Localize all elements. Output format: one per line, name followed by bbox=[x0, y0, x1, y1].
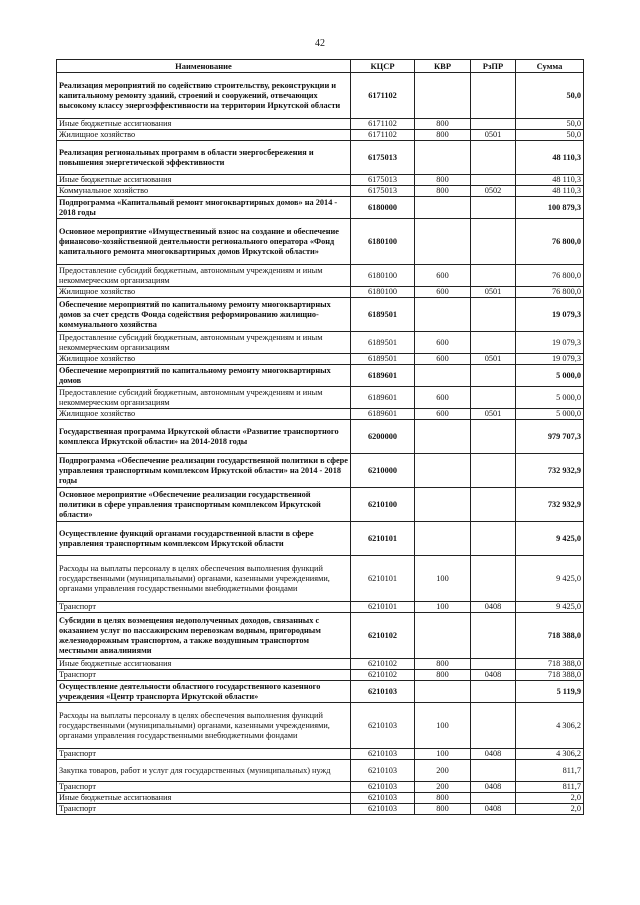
cell-rzpr bbox=[471, 760, 516, 782]
cell-kvr: 600 bbox=[415, 287, 471, 298]
table-row bbox=[57, 119, 584, 130]
cell-kcsr: 6171102 bbox=[351, 130, 415, 141]
cell-kvr: 600 bbox=[415, 409, 471, 420]
table-row bbox=[57, 556, 584, 602]
cell-kcsr: 6210102 bbox=[351, 613, 415, 659]
cell-sum: 9 425,0 bbox=[516, 556, 584, 602]
cell-kcsr: 6210103 bbox=[351, 782, 415, 793]
cell-name: Транспорт bbox=[57, 782, 351, 793]
cell-name: Транспорт bbox=[57, 602, 351, 613]
cell-rzpr: 0408 bbox=[471, 804, 516, 815]
cell-kvr bbox=[415, 365, 471, 387]
cell-rzpr bbox=[471, 556, 516, 602]
cell-name: Жилищное хозяйство bbox=[57, 130, 351, 141]
cell-name: Субсидии в целях возмещения недополученных доходов, связанных с оказанием услуг по пассажирским перевозкам водным, пригородным железнодорожным транспортом, а также воздушным транспортом местными авиалиниями bbox=[57, 613, 351, 659]
cell-name: Реализация мероприятий по содействию строительству, реконструкции и капитальному ремонту зданий, строений и сооружений, отвечающих высокому классу энергоэффективности на территории Иркутской области bbox=[57, 73, 351, 119]
cell-sum: 48 110,3 bbox=[516, 186, 584, 197]
cell-name: Транспорт bbox=[57, 804, 351, 815]
cell-kcsr: 6175013 bbox=[351, 141, 415, 175]
cell-rzpr bbox=[471, 73, 516, 119]
cell-kcsr: 6210103 bbox=[351, 793, 415, 804]
cell-kvr bbox=[415, 613, 471, 659]
cell-sum: 718 388,0 bbox=[516, 670, 584, 681]
cell-rzpr bbox=[471, 219, 516, 265]
cell-name: Обеспечение мероприятий по капитальному ремонту многоквартирных домов bbox=[57, 365, 351, 387]
cell-rzpr bbox=[471, 420, 516, 454]
cell-name: Иные бюджетные ассигнования bbox=[57, 659, 351, 670]
cell-kvr: 800 bbox=[415, 793, 471, 804]
cell-rzpr bbox=[471, 119, 516, 130]
table-row bbox=[57, 175, 584, 186]
cell-name: Жилищное хозяйство bbox=[57, 354, 351, 365]
cell-kcsr: 6180100 bbox=[351, 287, 415, 298]
cell-sum: 50,0 bbox=[516, 119, 584, 130]
cell-rzpr bbox=[471, 175, 516, 186]
cell-kcsr: 6171102 bbox=[351, 119, 415, 130]
header-kcsr: КЦСР bbox=[351, 60, 415, 73]
table-row bbox=[57, 804, 584, 815]
table-row bbox=[57, 298, 584, 332]
cell-name: Осуществление функций органами государственной власти в сфере управления транспортным комплексом Иркутской области bbox=[57, 522, 351, 556]
cell-kcsr: 6210100 bbox=[351, 488, 415, 522]
cell-rzpr bbox=[471, 613, 516, 659]
cell-kcsr: 6171102 bbox=[351, 73, 415, 119]
header-kvr: КВР bbox=[415, 60, 471, 73]
cell-kvr: 600 bbox=[415, 265, 471, 287]
cell-kvr bbox=[415, 488, 471, 522]
cell-kcsr: 6189501 bbox=[351, 332, 415, 354]
cell-name: Иные бюджетные ассигнования bbox=[57, 175, 351, 186]
table-row bbox=[57, 488, 584, 522]
cell-kcsr: 6210101 bbox=[351, 602, 415, 613]
cell-sum: 5 119,9 bbox=[516, 681, 584, 703]
cell-name: Предоставление субсидий бюджетным, автономным учреждениям и иным некоммерческим организациям bbox=[57, 265, 351, 287]
cell-sum: 76 800,0 bbox=[516, 265, 584, 287]
cell-kvr bbox=[415, 454, 471, 488]
cell-rzpr bbox=[471, 365, 516, 387]
cell-kvr bbox=[415, 73, 471, 119]
cell-kcsr: 6189501 bbox=[351, 354, 415, 365]
cell-kvr: 600 bbox=[415, 387, 471, 409]
table-row bbox=[57, 782, 584, 793]
table-row bbox=[57, 332, 584, 354]
table-row bbox=[57, 602, 584, 613]
cell-kcsr: 6210102 bbox=[351, 670, 415, 681]
table-row bbox=[57, 141, 584, 175]
cell-rzpr bbox=[471, 454, 516, 488]
cell-kcsr: 6210101 bbox=[351, 556, 415, 602]
cell-sum: 76 800,0 bbox=[516, 219, 584, 265]
table-row bbox=[57, 219, 584, 265]
cell-name: Подпрограмма «Обеспечение реализации государственной политики в сфере управления транспортным комплексом Иркутской области» на 2014 - 2018 годы bbox=[57, 454, 351, 488]
header-name: Наименование bbox=[57, 60, 351, 73]
cell-kvr bbox=[415, 219, 471, 265]
table-row bbox=[57, 197, 584, 219]
cell-name: Иные бюджетные ассигнования bbox=[57, 119, 351, 130]
cell-sum: 9 425,0 bbox=[516, 602, 584, 613]
cell-name: Обеспечение мероприятий по капитальному ремонту многоквартирных домов за счет средств Фонда содействия реформированию жилищно-коммунального хозяйства bbox=[57, 298, 351, 332]
cell-kcsr: 6189501 bbox=[351, 298, 415, 332]
cell-rzpr: 0501 bbox=[471, 354, 516, 365]
cell-sum: 48 110,3 bbox=[516, 175, 584, 186]
cell-rzpr: 0408 bbox=[471, 602, 516, 613]
cell-sum: 9 425,0 bbox=[516, 522, 584, 556]
table-row bbox=[57, 522, 584, 556]
cell-kvr: 100 bbox=[415, 703, 471, 749]
cell-kvr bbox=[415, 420, 471, 454]
cell-name: Расходы на выплаты персоналу в целях обеспечения выполнения функций государственными (муниципальными) органами, казенными учреждениями, органами управления государственными внебюджетными фондами bbox=[57, 556, 351, 602]
cell-rzpr bbox=[471, 265, 516, 287]
cell-rzpr: 0501 bbox=[471, 409, 516, 420]
cell-name: Реализация региональных программ в области энергосбережения и повышения энергетической эффективности bbox=[57, 141, 351, 175]
cell-rzpr bbox=[471, 197, 516, 219]
cell-rzpr: 0408 bbox=[471, 670, 516, 681]
table-row bbox=[57, 409, 584, 420]
cell-sum: 4 306,2 bbox=[516, 703, 584, 749]
cell-name: Подпрограмма «Капитальный ремонт многоквартирных домов» на 2014 - 2018 годы bbox=[57, 197, 351, 219]
table-row bbox=[57, 287, 584, 298]
cell-rzpr bbox=[471, 387, 516, 409]
cell-sum: 76 800,0 bbox=[516, 287, 584, 298]
table-row bbox=[57, 265, 584, 287]
budget-table bbox=[56, 59, 584, 815]
table-row bbox=[57, 354, 584, 365]
cell-kvr bbox=[415, 681, 471, 703]
table-row bbox=[57, 613, 584, 659]
cell-kcsr: 6175013 bbox=[351, 186, 415, 197]
cell-sum: 979 707,3 bbox=[516, 420, 584, 454]
cell-name: Закупка товаров, работ и услуг для государственных (муниципальных) нужд bbox=[57, 760, 351, 782]
cell-name: Жилищное хозяйство bbox=[57, 287, 351, 298]
cell-kcsr: 6210103 bbox=[351, 681, 415, 703]
cell-kvr: 200 bbox=[415, 782, 471, 793]
cell-kvr: 800 bbox=[415, 659, 471, 670]
table-row bbox=[57, 670, 584, 681]
cell-name: Жилищное хозяйство bbox=[57, 409, 351, 420]
cell-name: Иные бюджетные ассигнования bbox=[57, 793, 351, 804]
cell-kcsr: 6180000 bbox=[351, 197, 415, 219]
cell-name: Осуществление деятельности областного государственного казенного учреждения «Центр транспорта Иркутской области» bbox=[57, 681, 351, 703]
cell-kvr: 600 bbox=[415, 354, 471, 365]
table-header-row bbox=[57, 60, 584, 73]
cell-sum: 5 000,0 bbox=[516, 365, 584, 387]
cell-rzpr bbox=[471, 681, 516, 703]
cell-kcsr: 6200000 bbox=[351, 420, 415, 454]
cell-sum: 19 079,3 bbox=[516, 332, 584, 354]
cell-sum: 5 000,0 bbox=[516, 387, 584, 409]
cell-kcsr: 6180100 bbox=[351, 219, 415, 265]
cell-kcsr: 6210000 bbox=[351, 454, 415, 488]
cell-kvr: 100 bbox=[415, 602, 471, 613]
cell-kcsr: 6210103 bbox=[351, 804, 415, 815]
cell-sum: 2,0 bbox=[516, 804, 584, 815]
table-row bbox=[57, 454, 584, 488]
cell-kcsr: 6175013 bbox=[351, 175, 415, 186]
cell-sum: 19 079,3 bbox=[516, 298, 584, 332]
cell-rzpr: 0408 bbox=[471, 749, 516, 760]
table-row bbox=[57, 365, 584, 387]
cell-rzpr: 0501 bbox=[471, 287, 516, 298]
header-sum: Сумма bbox=[516, 60, 584, 73]
cell-rzpr: 0501 bbox=[471, 130, 516, 141]
cell-kcsr: 6210102 bbox=[351, 659, 415, 670]
table-row bbox=[57, 703, 584, 749]
cell-name: Основное мероприятие «Имущественный взнос на создание и обеспечение финансово-хозяйственной деятельности регионального оператора «Фонд капитального ремонта многоквартирных домов Иркутской области» bbox=[57, 219, 351, 265]
cell-sum: 732 932,9 bbox=[516, 454, 584, 488]
cell-kvr bbox=[415, 522, 471, 556]
cell-sum: 2,0 bbox=[516, 793, 584, 804]
cell-kvr: 200 bbox=[415, 760, 471, 782]
cell-rzpr bbox=[471, 298, 516, 332]
cell-sum: 50,0 bbox=[516, 130, 584, 141]
table-row bbox=[57, 793, 584, 804]
table-row bbox=[57, 73, 584, 119]
cell-name: Транспорт bbox=[57, 749, 351, 760]
cell-sum: 811,7 bbox=[516, 760, 584, 782]
cell-kvr bbox=[415, 141, 471, 175]
cell-kvr: 600 bbox=[415, 332, 471, 354]
table-row bbox=[57, 420, 584, 454]
cell-kcsr: 6180100 bbox=[351, 265, 415, 287]
cell-name: Расходы на выплаты персоналу в целях обеспечения выполнения функций государственными (муниципальными) органами, казенными учреждениями, органами управления государственными внебюджетными фондами bbox=[57, 703, 351, 749]
table-row bbox=[57, 130, 584, 141]
cell-kcsr: 6210103 bbox=[351, 703, 415, 749]
cell-sum: 50,0 bbox=[516, 73, 584, 119]
cell-sum: 718 388,0 bbox=[516, 613, 584, 659]
table-row bbox=[57, 749, 584, 760]
cell-kcsr: 6189601 bbox=[351, 409, 415, 420]
cell-kcsr: 6189601 bbox=[351, 387, 415, 409]
cell-name: Основное мероприятие «Обеспечение реализации государственной политики в сфере управления транспортным комплексом Иркутской области» bbox=[57, 488, 351, 522]
cell-rzpr bbox=[471, 488, 516, 522]
cell-kvr bbox=[415, 197, 471, 219]
table-row bbox=[57, 659, 584, 670]
cell-kcsr: 6189601 bbox=[351, 365, 415, 387]
cell-kvr: 100 bbox=[415, 749, 471, 760]
cell-sum: 48 110,3 bbox=[516, 141, 584, 175]
cell-kcsr: 6210103 bbox=[351, 760, 415, 782]
cell-rzpr bbox=[471, 141, 516, 175]
cell-rzpr bbox=[471, 793, 516, 804]
cell-kcsr: 6210101 bbox=[351, 522, 415, 556]
cell-sum: 19 079,3 bbox=[516, 354, 584, 365]
cell-name: Транспорт bbox=[57, 670, 351, 681]
cell-kcsr: 6210103 bbox=[351, 749, 415, 760]
page-number: 42 bbox=[315, 38, 325, 49]
cell-name: Предоставление субсидий бюджетным, автономным учреждениям и иным некоммерческим организациям bbox=[57, 387, 351, 409]
cell-kvr: 800 bbox=[415, 175, 471, 186]
cell-rzpr bbox=[471, 522, 516, 556]
table-row bbox=[57, 387, 584, 409]
cell-rzpr bbox=[471, 332, 516, 354]
table-row bbox=[57, 681, 584, 703]
cell-name: Государственная программа Иркутской области «Развитие транспортного комплекса Иркутской области» на 2014-2018 годы bbox=[57, 420, 351, 454]
cell-rzpr: 0502 bbox=[471, 186, 516, 197]
cell-sum: 4 306,2 bbox=[516, 749, 584, 760]
cell-rzpr bbox=[471, 659, 516, 670]
cell-sum: 732 932,9 bbox=[516, 488, 584, 522]
cell-kvr: 800 bbox=[415, 186, 471, 197]
cell-kvr: 100 bbox=[415, 556, 471, 602]
table-row bbox=[57, 186, 584, 197]
cell-name: Предоставление субсидий бюджетным, автономным учреждениям и иным некоммерческим организациям bbox=[57, 332, 351, 354]
cell-sum: 100 879,3 bbox=[516, 197, 584, 219]
cell-kvr: 800 bbox=[415, 130, 471, 141]
cell-kvr: 800 bbox=[415, 119, 471, 130]
cell-sum: 5 000,0 bbox=[516, 409, 584, 420]
cell-sum: 811,7 bbox=[516, 782, 584, 793]
table-row bbox=[57, 760, 584, 782]
header-rzpr: РзПР bbox=[471, 60, 516, 73]
cell-kvr: 800 bbox=[415, 670, 471, 681]
cell-kvr: 800 bbox=[415, 804, 471, 815]
cell-name: Коммунальное хозяйство bbox=[57, 186, 351, 197]
cell-rzpr: 0408 bbox=[471, 782, 516, 793]
cell-rzpr bbox=[471, 703, 516, 749]
cell-kvr bbox=[415, 298, 471, 332]
cell-sum: 718 388,0 bbox=[516, 659, 584, 670]
